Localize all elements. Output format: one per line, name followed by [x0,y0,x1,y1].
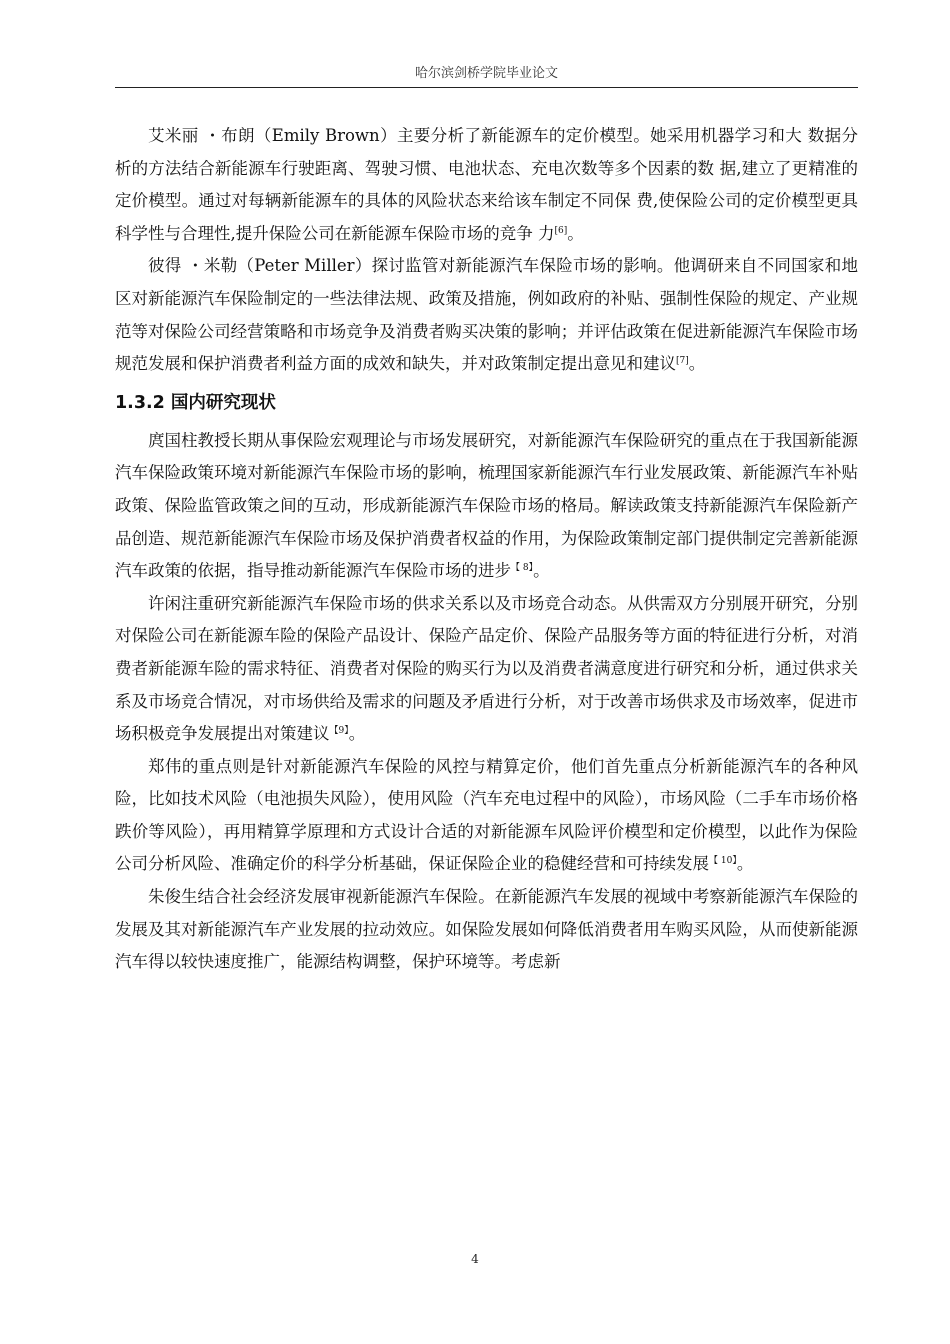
paragraph-text: 庹国柱教授长期从事保险宏观理论与市场发展研究，对新能源汽车保险研究的重点在于我国新能源汽车保险政策环境对新能源汽车保险市场的影响，梳理国家新能源汽车行业发展政策、新能源汽车补贴政策、保险监管政策之间的互动，形成新能源汽车保险市场的格局。解读政策支持新能源汽车保险新产品创造、规范新能源汽车保险市场及保护消费者权益的作用，为保险政策制定部门提供制定完善新能源汽车政策的依据，指导推动新能源汽车保险市场的进步 [115,430,858,581]
paragraph-peter-miller [115,250,858,380]
paragraph-emily-brown [115,120,858,250]
paragraph-tail: 。 [533,561,550,581]
citation-ref: 【 10】 [709,856,737,867]
section-heading: 1.3.2 国内研究现状 [115,392,276,413]
citation-ref: 【9】 [329,726,349,737]
citation-ref: [7] [676,356,689,367]
paragraph-zheng-wei [115,751,858,881]
citation-ref: 【 8】 [511,563,534,574]
paragraph-zhu-junsheng [115,881,858,979]
paragraph-text: 郑伟的重点则是针对新能源汽车保险的风控与精算定价，他们首先重点分析新能源汽车的各种风险，比如技术风险（电池损失风险），使用风险（汽车充电过程中的风险），市场风险（二手车市场价格跌价等风险），再用精算学原理和方式设计合适的对新能源车风险评价模型和定价模型，以此作为保险公司分析风险、准确定价的科学分析基础，保证保险企业的稳健经营和可持续发展 [115,756,858,874]
paragraph-tail: 。 [688,354,706,374]
paragraph-text: 朱俊生结合社会经济发展审视新能源汽车保险。在新能源汽车发展的视域中考察新能源汽车保险的发展及其对新能源汽车产业发展的拉动效应。如保险发展如何降低消费者用车购买风险，从而使新能源汽车得以较快速度推广，能源结构调整，保护环境等。考虑新 [115,887,858,972]
thesis-body [115,120,858,979]
paragraph-xu-xian [115,588,858,751]
paragraph-tuo-guozhu [115,425,858,588]
running-header: 哈尔滨剑桥学院毕业论文 [414,66,558,81]
paragraph-tail: 。 [736,854,754,874]
paragraph-text: 许闲注重研究新能源汽车保险市场的供求关系以及市场竞合动态。从供需双方分别展开研究，分别对保险公司在新能源车险的保险产品设计、保险产品定价、保险产品服务等方面的特征进行分析，对消费者新能源车险的需求特征、消费者对保险的购买行为以及消费者满意度进行研究和分析，通过供求关系及市场竞合情况，对市场供给及需求的问题及矛盾进行分析，对于改善市场供求及市场效率，促进市场积极竞争发展提出对策建议 [115,593,858,744]
page-number: 4 [471,1252,479,1266]
paragraph-text: 艾米丽 ・布朗（Emily Brown）主要分析了新能源车的定价模型。她采用机器学习和大 数据分析的方法结合新能源车行驶距离、驾驶习惯、电池状态、充电次数等多个因素的数 据,建立了更精准的定价模型。通过对每辆新能源车的具体的风险状态来给该车制定不同保 费,使保险公司的定价模型更具科学性与合理性,提升保险公司在新能源车保险市场的竞争 力 [115,126,858,243]
header-divider [115,87,858,88]
paragraph-tail: 。 [567,223,584,243]
paragraph-tail: 。 [348,724,366,744]
citation-ref: [6] [554,225,568,236]
paragraph-text: 彼得 ・米勒（Peter Miller）探讨监管对新能源汽车保险市场的影响。他调研来自不同国家和地区对新能源汽车保险制定的一些法律法规、政策及措施，例如政府的补贴、强制性保险的规定、产业规范等对保险公司经营策略和市场竞争及消费者购买决策的影响；并评估政策在促进新能源汽车保险市场规范发展和保护消费者利益方面的成效和缺失，并对政策制定提出意见和建议 [115,256,858,374]
